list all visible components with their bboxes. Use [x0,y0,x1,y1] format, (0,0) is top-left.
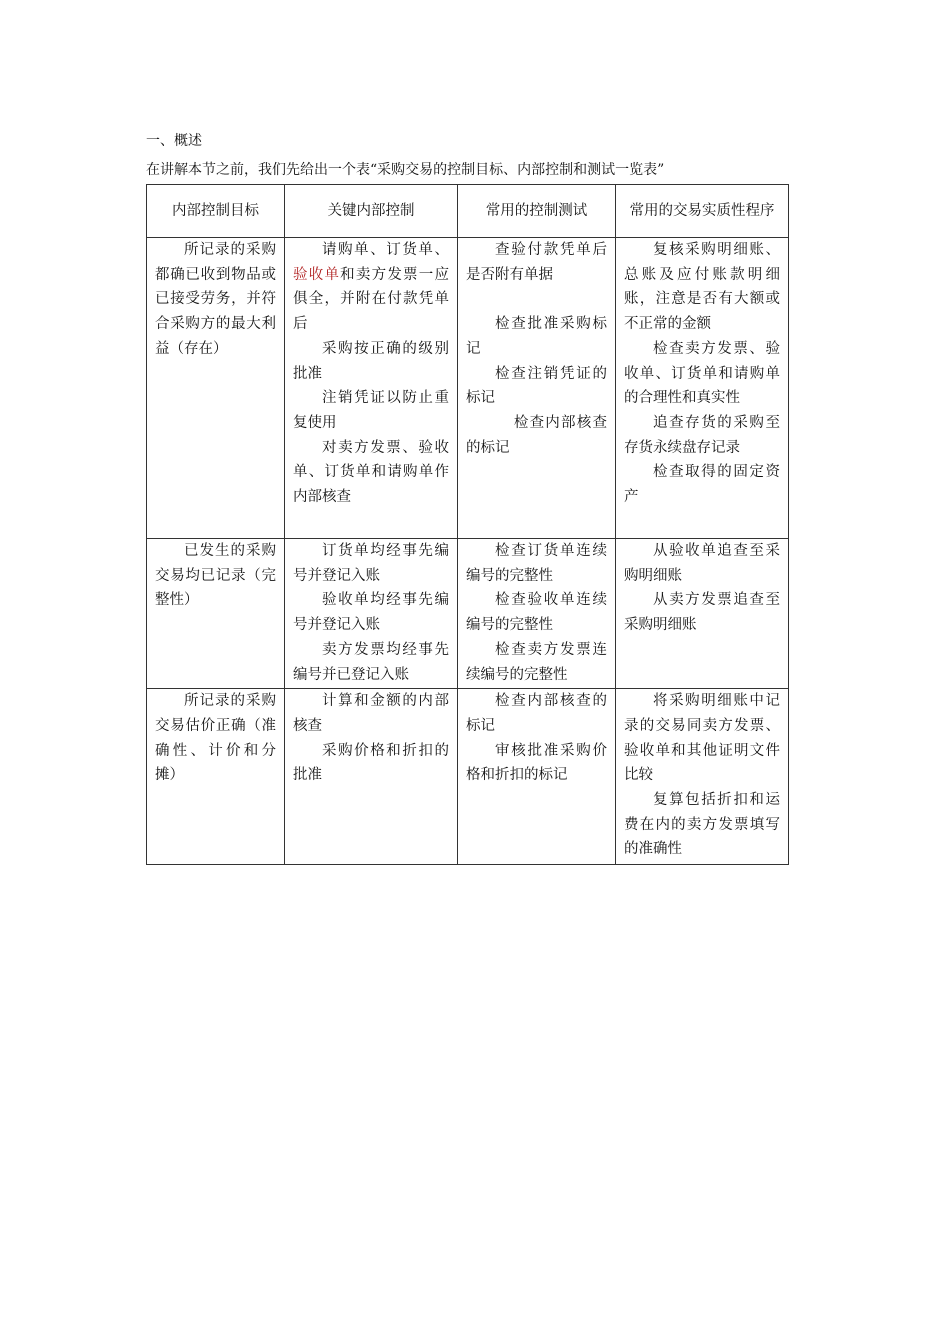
control-objectives-table [146,184,789,865]
key-control-text: 和卖方发票一应俱全，并附在付款凭单后 [293,266,450,333]
control-test-item: 检查验收单连续编号的完整性 [466,592,607,634]
key-control-item: 订货单均经事先编号并登记入账 [293,543,449,584]
key-control-item: 注销凭证以防止重复使用 [293,390,449,431]
highlighted-term: 验收单 [293,266,341,283]
objective-cell [147,689,285,865]
key-control-item: 卖方发票均经事先编号并已登记入账 [293,641,449,683]
substantive-cell [616,238,789,539]
key-control-item: 采购价格和折扣的批准 [293,742,449,784]
substantive-item: 将采购明细账中记录的交易同卖方发票、验收单和其他证明文件比较 [624,693,780,784]
objective-cell [147,238,285,539]
header-key-controls: 关键内部控制 [285,185,458,238]
control-test-item: 检查订货单连续编号的完整性 [466,543,607,584]
header-objective: 内部控制目标 [147,185,285,238]
header-control-tests: 常用的控制测试 [458,185,616,238]
key-controls-cell [285,238,458,539]
header-substantive-procedures: 常用的交易实质性程序 [616,185,789,238]
control-test-item: 检查卖方发票连续编号的完整性 [466,641,607,683]
control-tests-cell [458,238,616,539]
key-control-item [293,238,449,337]
substantive-item: 追查存货的采购至存货永续盘存记录 [624,414,780,456]
key-control-text: 请购单、订货单、 [322,242,449,258]
control-test-item: 检查内部核查的标记 [466,693,607,734]
control-test-item: 查验付款凭单后是否附有单据 [466,242,607,283]
objective-text: 已发生的采购交易均已记录（完整性） [155,543,276,609]
key-control-item: 对卖方发票、验收单、订货单和请购单作内部核查 [293,439,449,506]
key-control-item: 计算和金额的内部核查 [293,693,449,734]
control-test-item: 检查注销凭证的标记 [466,365,607,407]
table-row [147,689,789,865]
substantive-item: 检查取得的固定资产 [624,464,780,506]
table-row [147,539,789,689]
section-heading: 一、概述 [146,133,202,149]
key-control-item: 验收单均经事先编号并登记入账 [293,592,449,634]
substantive-cell [616,539,789,689]
table-header-row [147,185,789,238]
key-control-item: 采购按正确的级别批准 [293,340,449,382]
objective-text: 所记录的采购交易估价正确（准确性、计价和分摊） [155,693,276,784]
control-test-item: 检查内部核查的标记 [466,414,607,456]
substantive-item: 从卖方发票追查至采购明细账 [624,592,780,634]
control-tests-cell [458,689,616,865]
substantive-item: 复核采购明细账、总账及应付账款明细账，注意是否有大额或不正常的金额 [624,242,780,333]
table-row [147,238,789,539]
objective-text: 所记录的采购都确已收到物品或已接受劳务，并符合采购方的最大利益（存在） [155,242,276,357]
key-controls-cell [285,539,458,689]
key-controls-cell [285,689,458,865]
intro-paragraph: 在讲解本节之前，我们先给出一个表“采购交易的控制目标、内部控制和测试一览表” [146,162,665,178]
control-test-item: 审核批准采购价格和折扣的标记 [466,742,607,784]
substantive-cell [616,689,789,865]
substantive-item: 检查卖方发票、验收单、订货单和请购单的合理性和真实性 [624,340,780,407]
control-test-item: 检查批准采购标记 [466,316,607,357]
substantive-item: 复算包括折扣和运费在内的卖方发票填写的准确性 [624,792,780,858]
objective-cell [147,539,285,689]
control-tests-cell [458,539,616,689]
substantive-item: 从验收单追查至采购明细账 [624,543,780,584]
